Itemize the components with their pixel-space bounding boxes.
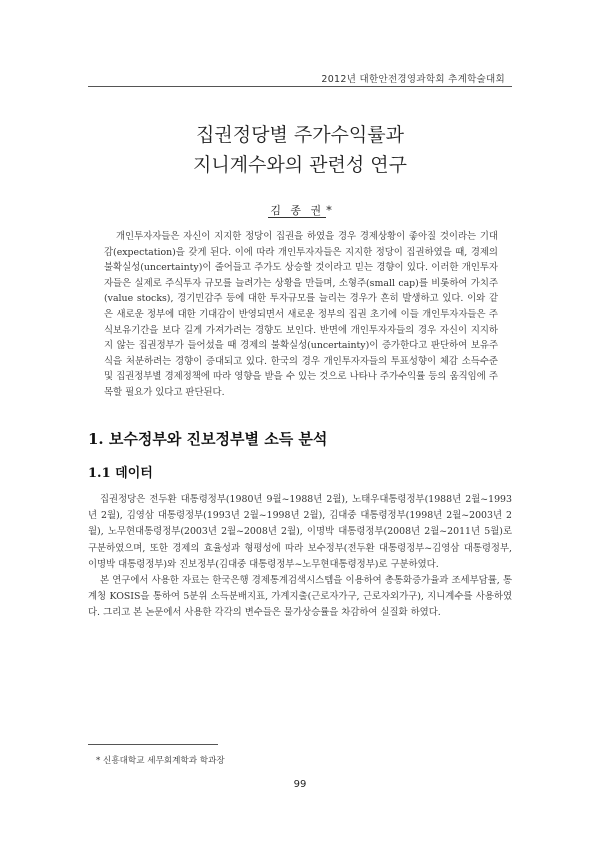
body-paragraph-1: 집권정당은 전두환 대통령정부(1980년 9월~1988년 2월), 노태우대통령정부(1988년 2월~1993년 2월), 김영삼 대통령정부(1993년 2월~1998년 2월), 김대중 대통령정부(1998년 2월~2003년 2월), 노무현대통령정부(2003년 2월~2008년 2월), 이명박 대통령정부(2008년 2월~2011년 5월)로 구분하였으며, 또한 경제의 효율성과 형평성에 따라 보수정부(전두환 대통령정부~김영삼 대통령정부, 이명박 대통령정부)와 진보정부(김대중 대통령정부~노무현대통령정부)로 구분하였다. [88, 494, 512, 570]
title-line-1: 집권정당별 주가수익률과 [196, 124, 404, 146]
abstract-text: 개인투자자들은 자신이 지지한 정당이 집권을 하였을 경우 경제상황이 좋아질 것이라는 기대감(expectation)을 갖게 된다. 이에 따라 개인투자자들은 지지한 정당이 집권하였을 때, 경제의 불확실성(uncertainty)이 줄어들고 주가도 상승할 것이라고 믿는 경향이 있다. 이러한 개인투자자들은 실제로 주식투자 규모를 늘려가는 상황을 만들며, 소형주(small cap)를 비롯하여 가치주(value stocks), 경기민감주 등에 대한 투자규모를 늘리는 경우가 흔히 발생하고 있다. 이와 같은 새로운 정부에 대한 기대감이 반영되면서 새로운 정부의 집권 초기에 이들 개인투자자들은 주식보유기간을 보다 길게 가져가려는 경향도 보인다. 반면에 개인투자자들의 경우 자신이 지지하지 않는 집권정부가 들어섰을 때 경제의 불확실성(uncertainty)이 증가한다고 판단하여 보유주식을 처분하려는 경향이 증대되고 있다. 한국의 경우 개인투자자들의 투표성향이 체감 소득수준 및 집권정부별 경제정책에 따라 영향을 받을 수 있는 것으로 나타나 주가수익률 등의 움직임에 주목할 필요가 있다고 판단된다. [104, 231, 498, 398]
running-header: 2012년 대한안전경영과학회 추계학술대회 [321, 74, 505, 85]
body-paragraph-2: 본 연구에서 사용한 자료는 한국은행 경제통계검색시스템을 이용하여 총통화증가율과 조세부담률, 통계청 KOSIS을 통하여 5분위 소득분배지표, 가계지출(근로자가구, 근로자외가구), 지니계수를 사용하였다. 그리고 본 논문에서 사용한 각각의 변수들은 물가상승률을 차감하여 실질화 하였다. [88, 575, 512, 619]
section-1-heading: 1. 보수정부와 진보정부별 소득 분석 [88, 430, 328, 448]
abstract [104, 229, 498, 401]
page-number: 99 [293, 779, 307, 790]
author-footnote-mark: * [326, 204, 332, 217]
header-rule [88, 86, 512, 87]
paper-title [88, 120, 512, 180]
footnote: * 신흥대학교 세무회계학과 학과장 [96, 756, 225, 766]
author-line [88, 202, 512, 218]
subsection-1-1-heading: 1.1 데이터 [88, 466, 153, 481]
title-line-2: 지니계수와의 관련성 연구 [193, 154, 407, 176]
section-body [88, 492, 512, 622]
footnote-rule [88, 744, 218, 745]
author-name: 김 종 권 [270, 204, 325, 217]
